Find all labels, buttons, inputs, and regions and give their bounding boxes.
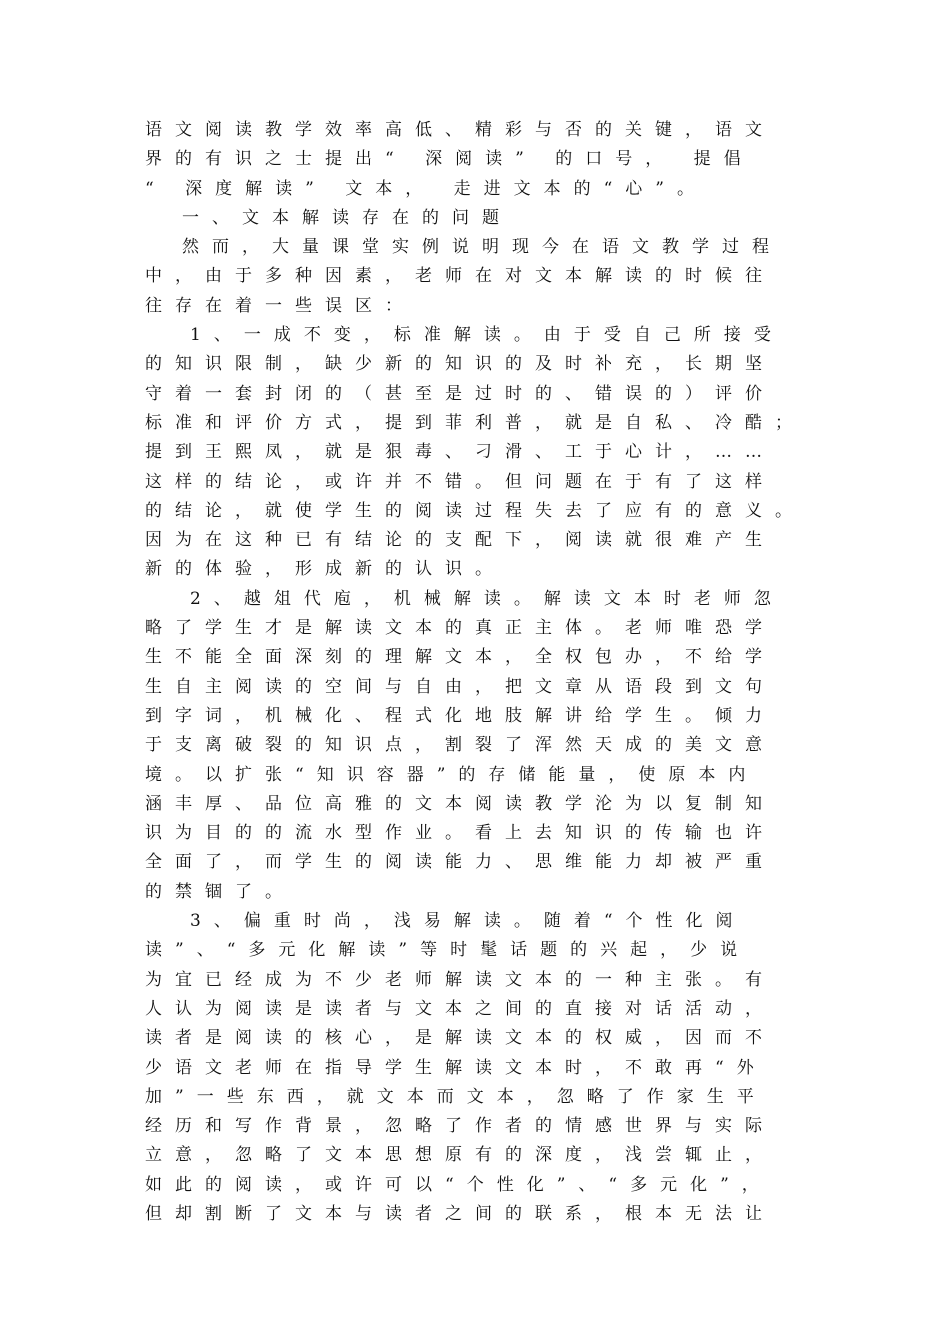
text-line: 人认为阅读是读者与文本之间的直接对话活动， [145,998,775,1019]
text-line: 识为目的的流水型作业。看上去知识的传输也许 [145,823,775,844]
text-line: 的知识限制，缺少新的知识的及时补充，长期坚 [145,354,775,375]
text-line: 经历和写作背景，忽略了作者的情感世界与实际 [145,1116,775,1137]
text-line: 读”、“多元化解读”等时髦话题的兴起，少说 [145,940,751,961]
text-line: 立意，忽略了文本思想原有的深度，浅尝辄止， [145,1145,775,1166]
text-line: 因为在这种已有结论的支配下，阅读就很难产生 [145,530,775,551]
text-line: 为宜已经成为不少老师解读文本的一种主张。有 [145,969,775,990]
text-line: 然而，大量课堂实例说明现今在语文教学过程 [182,237,782,258]
text-line: 涵丰厚、品位高雅的文本阅读教学沦为以复制知 [145,793,775,814]
text-line: 标准和评价方式，提到菲利普，就是自私、冷酷； [145,412,805,433]
text-line: 加”一些东西，就文本而文本，忽略了作家生平 [145,1086,767,1107]
text-line: 略了学生才是解读文本的真正主体。老师唯恐学 [145,618,775,639]
text-line: 境。以扩张“知识容器”的存储能量，使原本内 [145,764,759,785]
text-line: 于支离破裂的知识点，割裂了浑然天成的美文意 [145,735,775,756]
text-line: 往存在着一些误区： [145,295,415,316]
text-line: 少语文老师在指导学生解读文本时，不敢再“外 [145,1057,767,1078]
text-line: 到字词，机械化、程式化地肢解讲给学生。倾力 [145,705,775,726]
text-line: 界的有识之士提出“ 深阅读” 的口号， 提倡 [145,149,754,170]
text-line: 的结论，就使学生的阅读过程失去了应有的意义。 [145,500,805,521]
text-line: 但却割断了文本与读者之间的联系，根本无法让 [145,1203,775,1224]
text-line: 提到王熙凤，就是狠毒、刁滑、工于心计，…… [145,442,775,463]
text-line: 中，由于多种因素，老师在对文本解读的时候往 [145,266,775,287]
text-line: 一、文本解读存在的问题 [182,207,512,228]
text-line: 这样的结论，或许并不错。但问题在于有了这样 [145,471,775,492]
text-line: 全面了，而学生的阅读能力、思维能力却被严重 [145,852,775,873]
text-line: 语文阅读教学效率高低、精彩与否的关键，语文 [145,120,775,140]
text-line: 守着一套封闭的（甚至是过时的、错误的）评价 [145,383,775,404]
text-line: 的禁锢了。 [145,881,295,902]
text-line: 如此的阅读，或许可以“个性化”、“多元化”， [145,1174,772,1195]
text-line: 2、越俎代庖，机械解读。解读文本时老师忽 [190,588,784,609]
text-line: 生自主阅读的空间与自由，把文章从语段到文句 [145,676,775,697]
text-line: 生不能全面深刻的理解文本，全权包办，不给学 [145,647,775,668]
text-line: 1、一成不变，标准解读。由于受自己所接受 [190,325,784,346]
text-line: “ 深度解读” 文本， 走进文本的“心”。 [145,178,707,199]
document-body [145,116,810,1229]
text-line: 读者是阅读的核心，是解读文本的权威，因而不 [145,1028,775,1049]
text-line: 3、偏重时尚，浅易解读。随着“个性化阅 [190,911,746,932]
text-line: 新的体验，形成新的认识。 [145,559,505,580]
